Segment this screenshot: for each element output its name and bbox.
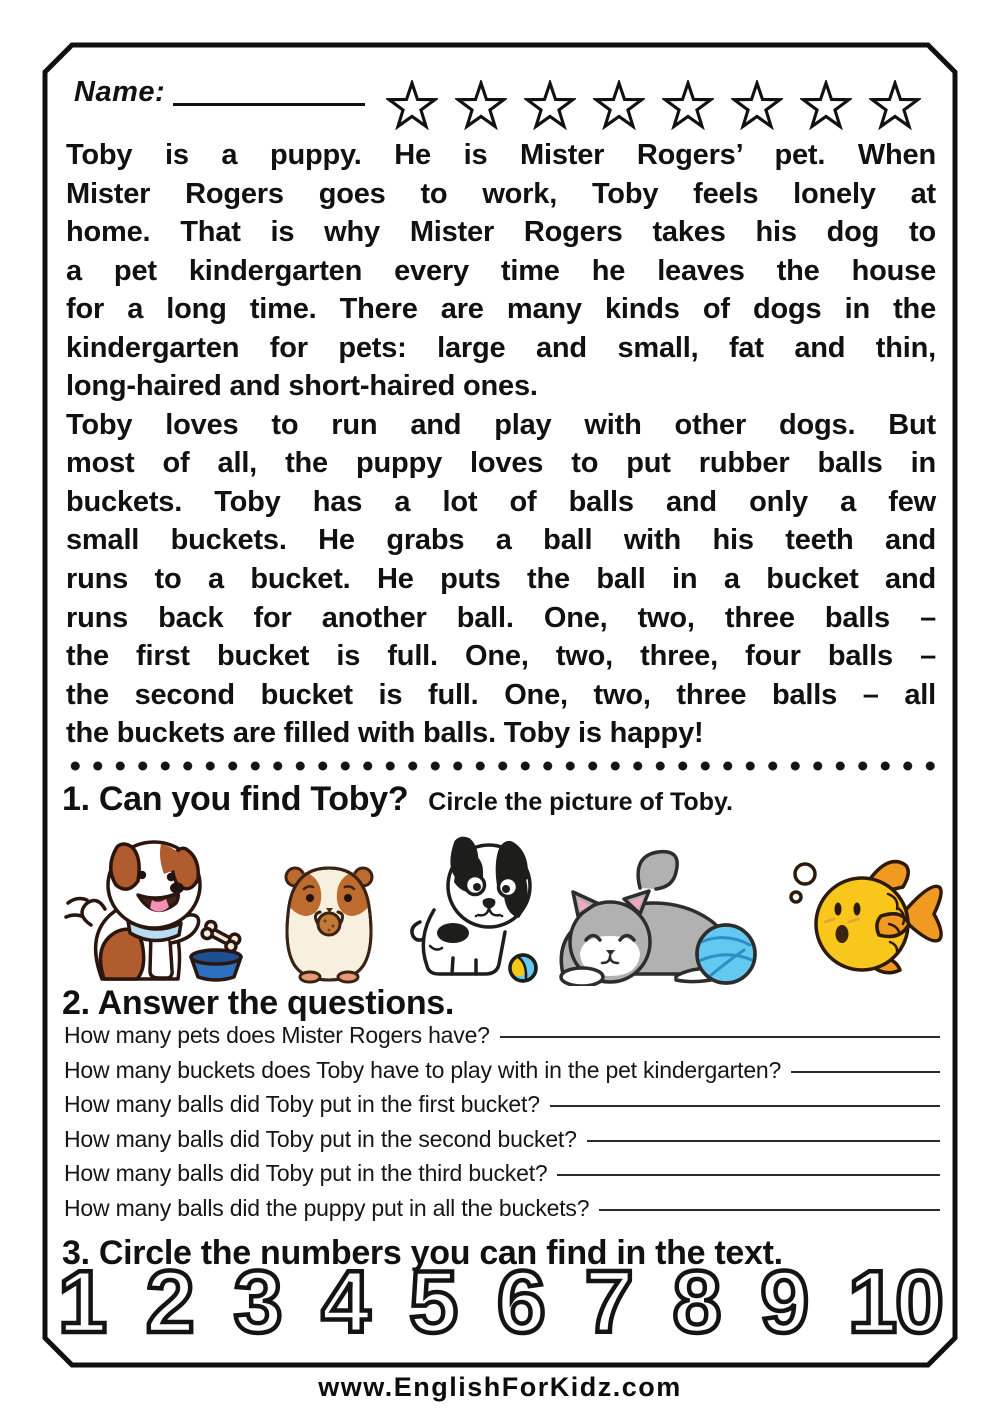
passage-line: Toby loves to run and play with other dogs. But — [66, 408, 936, 441]
question-text: How many pets does Mister Rogers have? — [64, 1022, 490, 1048]
number-option[interactable]: 2 — [145, 1252, 193, 1351]
number-option[interactable]: 8 — [672, 1252, 720, 1351]
section2-title: 2. Answer the questions. — [62, 984, 455, 1022]
answer-line[interactable] — [791, 1071, 940, 1073]
passage-line: long-haired and short-haired ones. — [66, 370, 538, 403]
star-icon — [662, 80, 714, 130]
number-option[interactable]: 1 — [58, 1252, 105, 1351]
star-icon — [869, 80, 921, 130]
section2-heading — [62, 984, 454, 1023]
hamster-icon — [268, 860, 390, 984]
puppy-icon — [58, 831, 246, 985]
passage-line: buckets. Toby has a lot of balls and only a few — [66, 485, 936, 518]
answer-line[interactable] — [500, 1036, 940, 1038]
goldfish-icon — [786, 852, 946, 982]
question-row — [64, 1195, 940, 1230]
number-option[interactable]: 9 — [760, 1252, 808, 1351]
question-text: How many balls did the puppy put in all the buckets? — [64, 1194, 590, 1221]
number-option[interactable]: 4 — [321, 1252, 369, 1351]
answer-line[interactable] — [557, 1174, 940, 1176]
star-row — [386, 80, 921, 130]
passage-line: a pet kindergarten every time he leaves the house — [66, 254, 936, 287]
question-text: How many balls did Toby put in the first bucket? — [64, 1091, 540, 1117]
number-option[interactable]: 5 — [409, 1252, 457, 1351]
question-text: How many buckets does Toby have to play with in the pet kindergarten? — [64, 1056, 782, 1083]
question-text: How many balls did Toby put in the second bucket? — [64, 1125, 577, 1152]
name-row — [74, 76, 365, 109]
star-icon — [524, 80, 576, 130]
star-icon — [593, 80, 645, 130]
star-icon — [731, 80, 783, 130]
question-row — [64, 1022, 940, 1057]
footer — [0, 1372, 1000, 1403]
question-row — [64, 1057, 940, 1092]
question-text: How many balls did Toby put in the third bucket? — [64, 1160, 548, 1186]
reading-passage — [66, 136, 936, 753]
question-list — [64, 1022, 940, 1229]
passage-line: most of all, the puppy loves to put rubber balls in — [66, 447, 936, 480]
star-icon — [386, 80, 438, 130]
cat-icon — [536, 846, 768, 986]
animal-option-puppy[interactable] — [58, 831, 246, 985]
answer-line[interactable] — [599, 1209, 940, 1211]
question-row — [64, 1126, 940, 1161]
animal-option-cat[interactable] — [536, 846, 768, 986]
animal-option-fish[interactable] — [786, 852, 946, 982]
answer-line[interactable] — [550, 1105, 940, 1107]
star-icon — [800, 80, 852, 130]
answer-line[interactable] — [587, 1140, 940, 1142]
passage-line: Mister Rogers goes to work, Toby feels lonely at — [66, 177, 936, 210]
number-option[interactable]: 6 — [496, 1252, 544, 1351]
passage-line: home. That is why Mister Rogers takes his dog to — [66, 216, 936, 249]
number-option[interactable]: 7 — [584, 1252, 632, 1351]
name-label: Name: — [74, 76, 166, 108]
name-input-line[interactable] — [173, 103, 365, 106]
passage-line: for a long time. There are many kinds of dogs in the — [66, 293, 936, 326]
section1-heading — [62, 780, 733, 819]
passage-line: runs back for another ball. One, two, three balls – — [66, 601, 936, 634]
question-row — [64, 1091, 940, 1126]
passage-line: small buckets. He grabs a ball with his teeth and — [66, 524, 936, 557]
section3-title: 3. Circle the numbers you can find in the text. — [62, 1234, 783, 1272]
animal-option-hamster[interactable] — [268, 860, 390, 984]
star-icon — [455, 80, 507, 130]
bulldog-icon — [396, 836, 542, 986]
question-row — [64, 1160, 940, 1195]
section1-instruction: Circle the picture of Toby. — [428, 788, 733, 816]
number-option[interactable]: 10 — [848, 1252, 942, 1351]
number-option[interactable]: 3 — [233, 1252, 281, 1351]
passage-line: kindergarten for pets: large and small, fat and thin, — [66, 331, 936, 364]
passage-line: Toby is a puppy. He is Mister Rogers’ pet. When — [66, 139, 936, 171]
section1-title: 1. Can you find Toby? — [62, 780, 409, 818]
passage-line: runs to a bucket. He puts the ball in a bucket and — [66, 563, 936, 596]
animal-option-bulldog[interactable] — [396, 836, 542, 986]
passage-line: the buckets are filled with balls. Toby is happy! — [66, 717, 704, 750]
website-url: www.EnglishForKidz.com — [318, 1372, 682, 1402]
passage-line: the second bucket is full. One, two, three balls – all — [66, 678, 936, 711]
passage-line: the first bucket is full. One, two, three, four balls – — [66, 640, 936, 673]
dotted-divider — [64, 761, 942, 771]
